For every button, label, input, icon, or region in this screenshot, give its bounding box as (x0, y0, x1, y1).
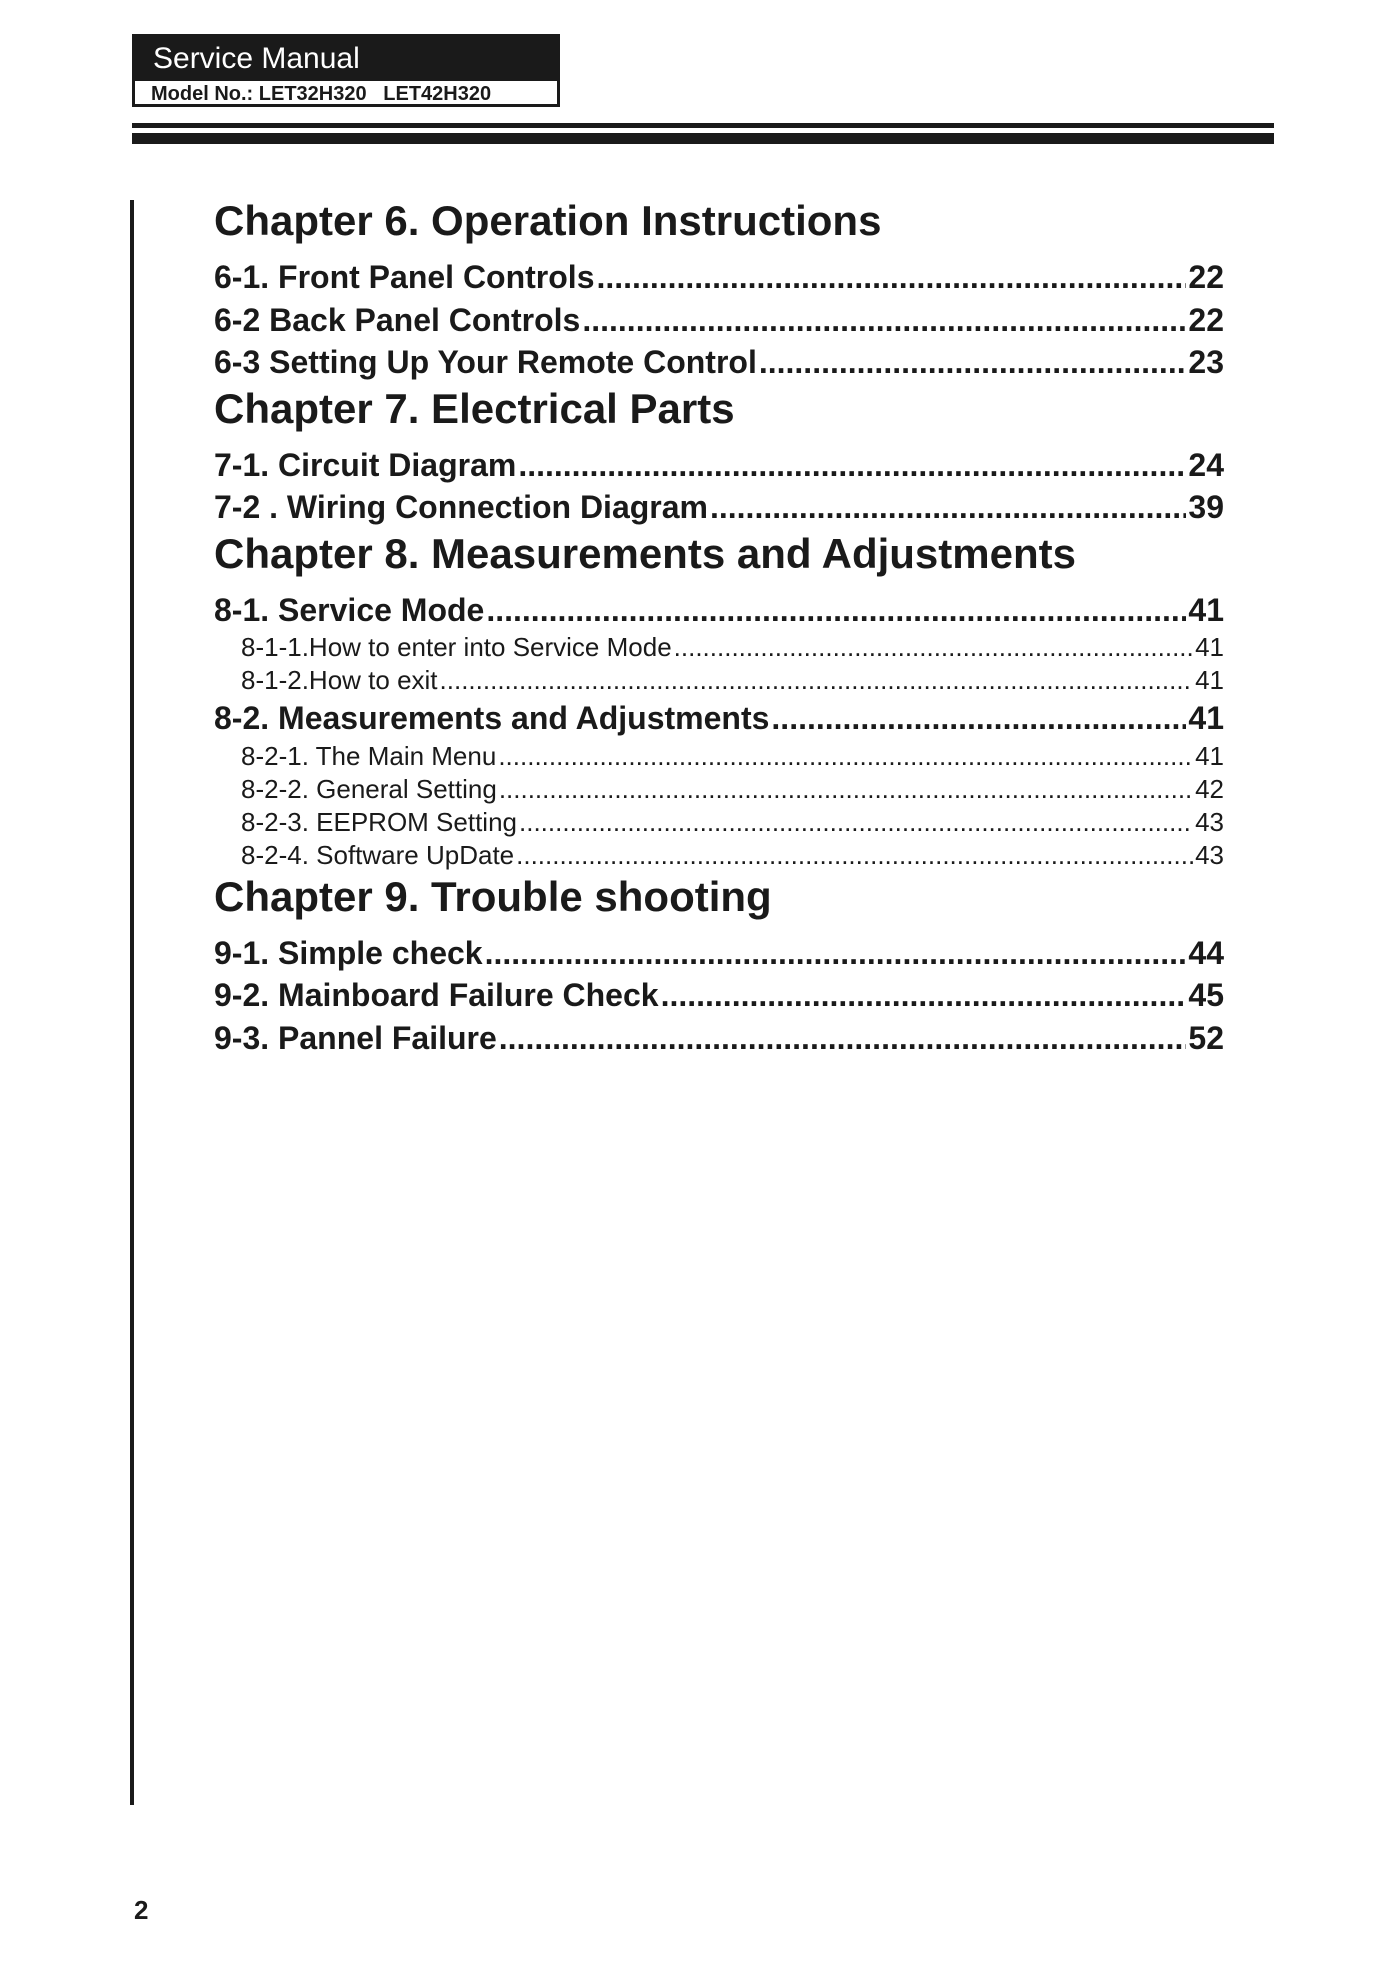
manual-title: Service Manual (135, 37, 557, 81)
toc-entry-label: 6-3 Setting Up Your Remote Control (214, 344, 757, 380)
chapter-heading: Chapter 8. Measurements and Adjustments (214, 529, 1076, 577)
leader-dots (486, 589, 1186, 632)
leader-dots (485, 932, 1187, 975)
toc-entry[interactable] (214, 589, 1224, 632)
toc-entry[interactable] (214, 444, 1224, 487)
toc-entry-page: 22 (1188, 301, 1224, 338)
chapter-heading: Chapter 9. Trouble shooting (214, 872, 772, 920)
toc-entry[interactable] (214, 256, 1224, 299)
toc-subentry[interactable] (214, 773, 1224, 806)
leader-dots (771, 697, 1186, 740)
header-rule-thin (132, 123, 1274, 128)
leader-dots (674, 631, 1193, 664)
chapter-entries (214, 589, 1224, 872)
leader-dots (440, 664, 1194, 697)
toc-subentry-label: 8-2-1. The Main Menu (241, 740, 497, 771)
toc-entry-label: 6-2 Back Panel Controls (214, 301, 581, 338)
toc-entry[interactable] (214, 697, 1224, 740)
toc-subentry[interactable] (214, 631, 1224, 664)
toc-entry[interactable] (214, 341, 1224, 384)
toc-entry-label: 9-1. Simple check (214, 934, 483, 971)
toc-entry-page: 41 (1188, 700, 1224, 736)
leader-dots (661, 974, 1187, 1017)
toc-entry-page: 23 (1188, 344, 1224, 380)
toc-subentry-label: 8-2-2. General Setting (241, 773, 497, 804)
toc-entry-label: 9-2. Mainboard Failure Check (214, 977, 659, 1013)
toc-entry-page: 44 (1188, 934, 1224, 971)
toc-subentry[interactable] (214, 664, 1224, 697)
header-rule-thick (132, 133, 1274, 144)
toc-subentry[interactable] (214, 839, 1224, 872)
leader-dots (499, 1017, 1187, 1060)
leader-dots (499, 773, 1193, 806)
chapter-entries (214, 444, 1224, 529)
toc-entry[interactable] (214, 299, 1224, 342)
leader-dots (582, 299, 1186, 342)
leader-dots (710, 486, 1186, 529)
toc-entry-page: 52 (1188, 1019, 1224, 1056)
toc-entry-label: 9-3. Pannel Failure (214, 1019, 497, 1056)
chapter-heading: Chapter 6. Operation Instructions (214, 197, 882, 244)
toc-entry-label: 7-2 . Wiring Connection Diagram (214, 489, 708, 525)
toc-subentry-page: 43 (1195, 806, 1224, 837)
toc-entry-label: 8-1. Service Mode (214, 591, 485, 628)
chapter-entries (214, 256, 1224, 384)
toc-subentry-label: 8-2-4. Software UpDate (241, 839, 515, 870)
toc-entry[interactable] (214, 932, 1224, 975)
leader-dots (518, 444, 1186, 487)
toc-entry[interactable] (214, 974, 1224, 1017)
toc-subentry-label: 8-2-3. EEPROM Setting (241, 806, 517, 837)
table-of-contents (214, 196, 1224, 1059)
margin-rule (130, 200, 134, 1805)
toc-subentry[interactable] (214, 740, 1224, 773)
toc-entry-label: 7-1. Circuit Diagram (214, 446, 517, 483)
toc-entry-label: 6-1. Front Panel Controls (214, 259, 595, 295)
leader-dots (759, 341, 1187, 384)
leader-dots (596, 256, 1186, 299)
toc-subentry[interactable] (214, 806, 1224, 839)
leader-dots (519, 806, 1193, 839)
manual-header (132, 34, 560, 107)
toc-entry-page: 24 (1188, 446, 1224, 483)
toc-subentry-page: 43 (1195, 839, 1224, 870)
toc-entry-page: 39 (1188, 489, 1224, 525)
toc-entry-label: 8-2. Measurements and Adjustments (214, 700, 770, 736)
leader-dots (516, 839, 1193, 872)
toc-subentry-page: 42 (1195, 773, 1224, 804)
page-number: 2 (134, 1895, 149, 1925)
toc-subentry-page: 41 (1195, 740, 1224, 771)
toc-subentry-label: 8-1-2.How to exit (241, 665, 438, 695)
toc-subentry-page: 41 (1195, 632, 1224, 662)
chapter-heading: Chapter 7. Electrical Parts (214, 384, 735, 432)
toc-entry-page: 22 (1188, 259, 1224, 295)
toc-entry-page: 45 (1188, 977, 1224, 1013)
toc-entry[interactable] (214, 486, 1224, 529)
leader-dots (498, 740, 1193, 773)
chapter-entries (214, 932, 1224, 1060)
toc-subentry-page: 41 (1195, 665, 1224, 695)
toc-entry-page: 41 (1188, 591, 1224, 628)
toc-entry[interactable] (214, 1017, 1224, 1060)
toc-subentry-label: 8-1-1.How to enter into Service Mode (241, 632, 672, 662)
model-number: Model No.: LET32H320 LET42H320 (151, 83, 492, 105)
